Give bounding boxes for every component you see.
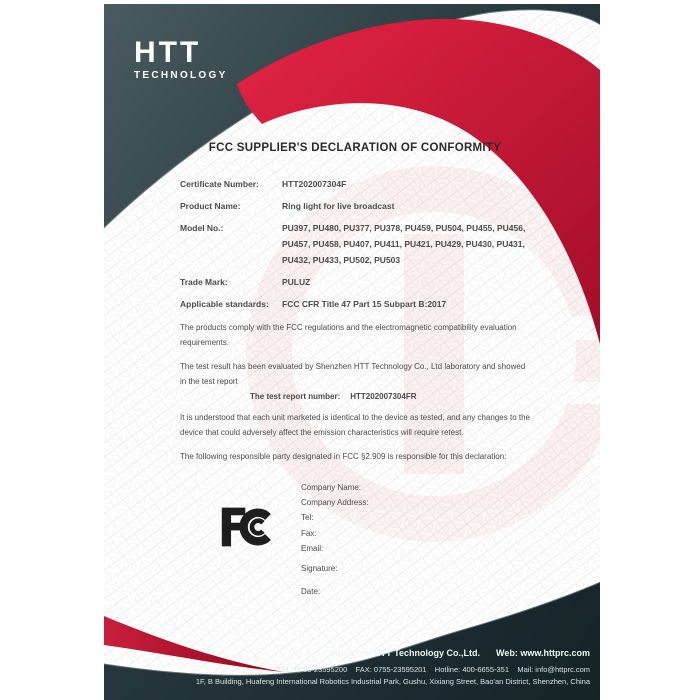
test-report-number: HTT202007304FR xyxy=(350,392,417,401)
table-row xyxy=(180,298,530,312)
table-row xyxy=(180,200,530,214)
paragraph-identical: It is understood that each unit marketed is identical to the device as tested, and any changes to the device that could adversely affect the emission characteristics will require retest. xyxy=(180,413,530,437)
document-title: FCC SUPPLIER'S DECLARATION OF CONFORMITY xyxy=(208,142,502,154)
certificate-number-label: Certificate Number: xyxy=(180,179,259,189)
paragraph-responsible: The following responsible party designated in FCC §2.909 is responsible for this declaration: xyxy=(180,452,507,461)
date-field: Date: xyxy=(301,587,321,597)
email-field: Email: xyxy=(301,543,324,553)
tel-field: Tel: xyxy=(301,513,314,523)
footer-address-line: 1F, B Building, Huafeng International Robotics Industrial Park, Gushu, Xixiang Street, Bao'an District, Shenzhen, China xyxy=(195,677,590,686)
model-no-label: Model No.: xyxy=(180,223,224,233)
htt-logo-subtitle: TECHNOLOGY xyxy=(134,70,228,81)
table-row xyxy=(180,178,530,192)
applicable-standards-value: FCC CFR Title 47 Part 15 Subpart B:2017 xyxy=(282,299,447,309)
product-name-value: Ring light for live broadcast xyxy=(282,201,395,211)
certificate-content xyxy=(180,142,530,610)
company-name-field: Company Name: xyxy=(301,483,362,492)
footer-website: Web: www.httprc.com xyxy=(495,648,590,658)
htt-logo xyxy=(134,38,228,81)
trade-mark-label: Trade Mark: xyxy=(180,277,228,287)
product-name-label: Product Name: xyxy=(180,201,241,211)
htt-logo-text: HTT xyxy=(134,36,202,69)
model-no-value: PU397, PU480, PU377, PU378, PU459, PU504, PU455, PU456, PU457, PU458, PU407, PU411, PU421, PU429, PU430, PU431, PU432, PU433, PU502, PU503 xyxy=(282,223,526,265)
footer-company-line xyxy=(196,648,590,658)
test-report-label: The test report number: xyxy=(250,392,341,401)
signature-field: Signature: xyxy=(301,564,338,574)
footer-contacts-line: TEL: 0755-23595200 FAX: 0755-23595201 Hotline: 400-6655-351 Mail: info@httprc.com xyxy=(276,665,590,674)
responsible-party-block xyxy=(180,480,530,610)
paragraph-evaluation: The test result has been evaluated by Shenzhen HTT Technology Co., Ltd laboratory and showed in the test report xyxy=(180,362,526,386)
applicable-standards-label: Applicable standards: xyxy=(180,299,269,309)
company-address-field: Company Address: xyxy=(301,498,369,508)
spec-table xyxy=(180,178,530,312)
paragraph-compliance: The products comply with the FCC regulations and the electromagnetic compatibility evaluation requirements. xyxy=(180,323,517,347)
fcc-logo-icon xyxy=(220,506,274,548)
responsible-form xyxy=(301,480,530,599)
certificate-body xyxy=(104,4,600,700)
footer-company-name: Shenzhen HTT Technology Co.,Ltd. xyxy=(329,648,480,658)
certificate-number-value: HTT202007304F xyxy=(282,179,347,189)
fax-field: Fax: xyxy=(301,528,317,538)
table-row xyxy=(180,222,530,268)
table-row xyxy=(180,276,530,290)
certificate-footer xyxy=(196,648,590,686)
trade-mark-value: PULUZ xyxy=(282,277,311,287)
test-report-line xyxy=(180,392,530,401)
